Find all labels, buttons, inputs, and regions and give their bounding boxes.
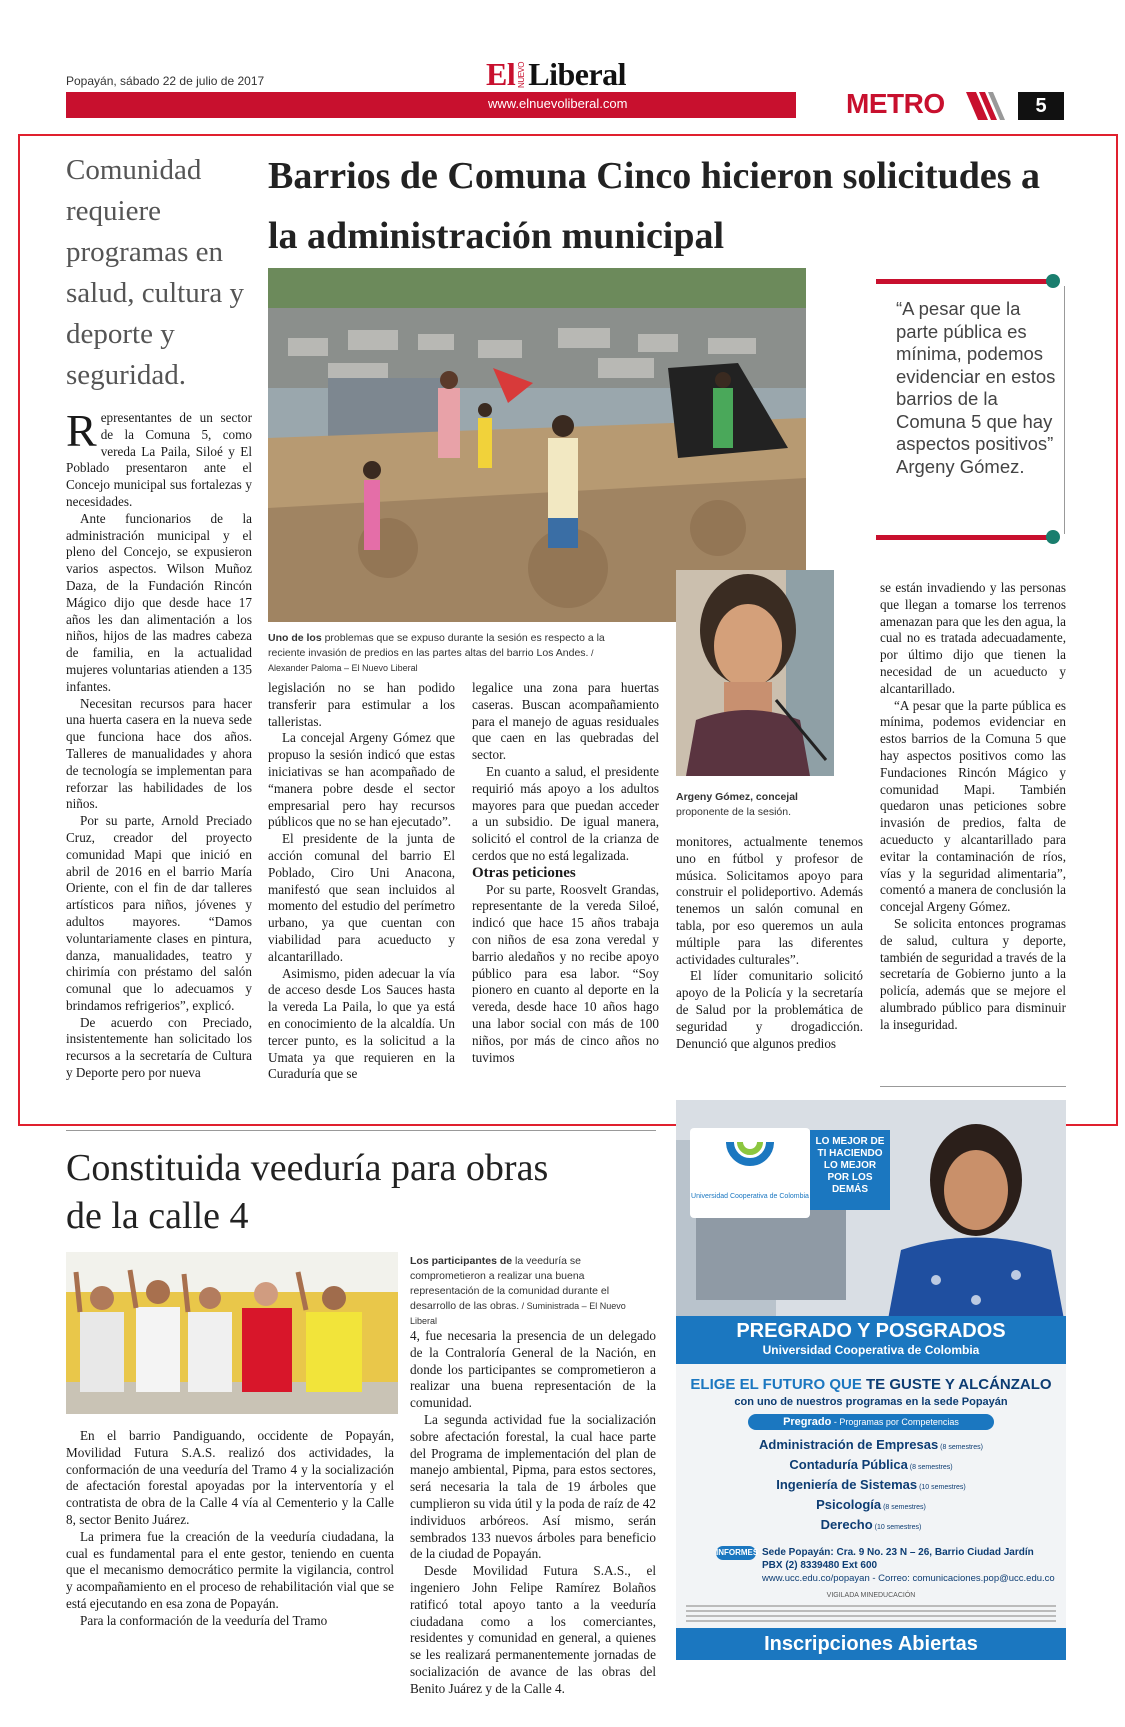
ad-pregrado: Pregrado <box>783 1416 832 1428</box>
decorative-stripes <box>966 92 1006 120</box>
paragraph: La concejal Argeny Gómez que propuso la sesión indicó que estas iniciativas se han acompañado de “manera pobre desde el sector empresarial pero hay recursos públicos que no se han ejecutado”. <box>268 730 455 830</box>
ad-program-duration: (8 semestres) <box>907 1464 953 1471</box>
ad-program-item <box>716 1516 1026 1536</box>
issue-date: Popayán, sábado 22 de julio de 2017 <box>66 74 265 88</box>
ad-slogan-b: TE GUSTE Y ALCÁNZALO <box>866 1376 1052 1393</box>
ad-program-name: Derecho <box>820 1517 873 1532</box>
newspaper-logo[interactable] <box>486 56 626 93</box>
paragraph: La segunda actividad fue la socialización sobre afectación forestal, la cual hace parte del Programa de implementación del plan de manejo ambiental, Pipma, para estos sectores, será necesaria la tala de 19 árboles que cumplieron su vida útil y la poda de raíz de 42 individuos arbóreos. Así mismo, serán sembrados 133 nuevos árboles para beneficio de la ciudad de Popayán. <box>410 1411 656 1562</box>
photo2-caption-text: la veeduría se comprometieron a realizar una buena representación de la comunidad durante el desarrollo de las obras. <box>410 1255 610 1312</box>
paragraph: legalice una zona para huertas caseras. Buscan acompañamiento para el manejo de aguas residuales que caen en las quebradas del sector. <box>472 680 659 763</box>
portrait-photo <box>676 570 834 776</box>
article2-column-2 <box>410 1328 656 1698</box>
logo-liberal: Liberal <box>528 56 627 92</box>
paragraph: En cuanto a salud, el presidente requirió más apoyo a los adultos mayores para que puedan acceder a un subsidio. De igual manera, solicitó el control de la crianza de cerdos que no está legalizada. <box>472 763 659 863</box>
paragraph: La primera fue la creación de la veeduría ciudadana, la cual es fundamental para el ente gestor, teniendo en cuenta que el mecanismo democrático permite la vigilancia, control y acompañamiento en el proceso de rehabilitación vial que se está ejecutando en esa zona de Popayán. <box>66 1528 394 1611</box>
paragraph: Necesitan recursos para hacer una huerta casera en la nueva sede que funciona hace dos años. Talleres de manualidades y ahora de tecnología se implementan para reforzar las habilidades de los niños. <box>66 695 252 812</box>
ad-program-duration: (8 semestres) <box>938 1444 983 1451</box>
paragraph: monitores, actualmente tenemos uno en fútbol y profesor de música. Solicitamos apoyo para construir el polideportivo. Además tenemos un salón comunal en tabla, por eso queremos un aula múltiple para las diferentes actividades culturales”. <box>676 834 863 967</box>
paragraph: El presidente de la junta de acción comunal del barrio El Poblado, Ciro Uni Anacona, manifestó que sean incluidos al momento del estudio del perímetro urbano, ya que cuentan con viabilidad para acueducto y alcantarillado. <box>268 831 455 964</box>
veeduria-photo <box>66 1252 398 1414</box>
portrait-caption-text: proponente de la sesión. <box>676 806 792 818</box>
photo-caption-text: problemas que se expuso durante la sesión es respecto a la reciente invasión de predios en las partes altas del barrio Los Andes. <box>268 632 605 659</box>
paragraph-text: epresentantes de un sector de la Comuna 5, como vereda La Paila, Siloé y El Poblado presentaron ante el Concejo municipal sus fortalezas y necesidades. <box>66 410 252 509</box>
portrait-caption-lead: Argeny Gómez, concejal <box>676 791 798 803</box>
pull-quote-bottom-rule <box>876 535 1056 540</box>
paragraph: El líder comunitario solicitó apoyo de la Policía y la secretaría de Salud por la problemática de seguridad y drogadicción. Denunció que algunos predios <box>676 968 863 1051</box>
paragraph: legislación no se han podido transferir para estimular a los talleristas. <box>268 680 455 729</box>
neighborhood-photo <box>268 268 806 622</box>
ad-logo-text: Universidad Cooperativa de Colombia <box>691 1193 809 1200</box>
section-name: METRO <box>846 88 945 119</box>
subheading: Otras peticiones <box>472 864 576 881</box>
pull-quote-side-rule <box>1064 286 1065 534</box>
article-column-2 <box>268 680 455 1083</box>
ad-web[interactable]: www.ucc.edu.co/popayan - Correo: comunicaciones.pop@ucc.edu.co <box>762 1573 1055 1584</box>
photo2-credit: / Suministrada – El Nuevo Liberal <box>410 1301 626 1326</box>
ad-phone: PBX (2) 8339480 Ext 600 <box>762 1560 878 1571</box>
photo2-caption-lead: Los participantes de <box>410 1255 513 1267</box>
section-divider <box>66 1130 656 1131</box>
pull-quote-bottom-dot <box>1046 530 1060 544</box>
ad-program-duration: (8 semestres) <box>881 1504 926 1511</box>
ad-fine-print <box>686 1602 1056 1622</box>
ad-badge: LO MEJOR DE TI HACIENDO LO MEJOR POR LOS DEMÁS <box>810 1130 890 1210</box>
ad-program-item <box>716 1496 1026 1516</box>
article-kicker: Comunidad requiere programas en salud, cultura y deporte y seguridad. <box>66 154 244 391</box>
ad-pregrado-sub: - Programas por Competencias <box>831 1417 959 1427</box>
ad-program-duration: (10 semestres) <box>917 1484 966 1491</box>
ad-slogan-sub: con uno de nuestros programas en la sede Popayán <box>734 1396 1008 1408</box>
article-column-3 <box>472 680 659 1066</box>
website-url[interactable]: www.elnuevoliberal.com <box>488 96 628 111</box>
paragraph <box>66 405 252 511</box>
paragraph: Se solicita entonces programas de salud, cultura y deporte, también de seguridad a través de la secretaría de Gobierno junto a la policía, además que se mejore el alumbrado público para disminuir la inseguridad. <box>880 915 1066 1032</box>
drop-cap: R <box>66 405 97 456</box>
header-red-bar <box>66 92 796 118</box>
ad-program-duration: (10 semestres) <box>872 1524 922 1531</box>
paragraph: Para la conformación de la veeduría del Tramo <box>80 1612 328 1628</box>
ad-program-item <box>716 1436 1026 1456</box>
paragraph: “A pesar que la parte pública es mínima, podemos evidenciar en estos barrios de la Comuna 5 que hay aspectos positivos como las Fundaciones Rincón Mágico y comunidad Mapi. También quedaron unas peticiones sobre invasión de predios, falta de acueducto y alcantarillado para evitar la contaminación de ríos, vías y la seguridad alimentaria”, comentó a manera de conclusión la concejal Argeny Gómez. <box>880 697 1066 915</box>
ad-program-name: Psicología <box>816 1497 882 1512</box>
ad-program-name: Administración de Empresas <box>759 1437 939 1452</box>
article2-headline[interactable]: Constituida veeduría para obras de la calle 4 <box>66 1147 549 1237</box>
paragraph: Ante funcionarios de la administración municipal y el pleno del Concejo, se expusieron varios aspectos. Wilson Muñoz Daza, de la Fundación Rincón Mágico dijo que desde hace 17 años les dan alimentación a los niños, hijos de las madres cabeza de familia, en la actualidad mujeres voluntarias atienden a 135 infantes. <box>66 510 252 694</box>
pull-quote-top-rule <box>876 279 1056 284</box>
paragraph: Desde Movilidad Futura S.A.S., el ingeniero John Felipe Ramírez Bolaños ratificó total apoyo tanto a la veeduría ciudadana como a los comerciantes, residentes y comunidad en general, a quienes se les realizará permanentemente jornadas de socialización de avance de las obras del Benito Juárez y de la Calle 4. <box>410 1563 656 1696</box>
paragraph: Por su parte, Arnold Preciado Cruz, creador del proyecto comunidad Mapi que inició en abril de 2016 en el barrio María Oriente, con el fin de dar talleres artísticos para niños, jóvenes y adultos mayores. “Damos voluntariamente clases en pintura, danza, manualidades, teatro y chirimía con préstamo del salón comunal que lo adecuamos y brindamos refrigerios”, explicó. <box>66 813 252 1013</box>
portrait-caption <box>676 790 846 820</box>
ad-contact <box>762 1546 1062 1585</box>
photo-caption-lead: Uno de los <box>268 632 322 644</box>
ad-title: PREGRADO Y POSGRADOS <box>736 1320 1006 1342</box>
ad-pregrado-bar <box>748 1414 994 1430</box>
ad-subtitle: Universidad Cooperativa de Colombia <box>762 1343 980 1357</box>
university-advertisement[interactable] <box>676 1100 1066 1660</box>
article-column-5 <box>880 580 1066 1034</box>
paragraph: Por su parte, Roosvelt Grandas, representante de la vereda Siloé, indicó que hace 15 años trabaja con niños de esa zona veredal y barrio aledaños y no recibe apoyo público para esa labor. “Soy pionero en cuanto al deporte en la vereda, desde hace 10 años hago una labor social con más de 100 niños, por más de cinco años no tuvimos <box>472 881 659 1065</box>
pull-quote-top-dot <box>1046 274 1060 288</box>
ad-program-item <box>716 1476 1026 1496</box>
photo-credit: / Alexander Paloma – El Nuevo Liberal <box>268 648 594 673</box>
article2-column-1 <box>66 1428 394 1630</box>
paragraph: 4, fue necesaria la presencia de un delegado de la Contraloría General de la Nación, en donde los participantes se comprometieron a realizar una buena representación de la comunidad. <box>410 1328 656 1411</box>
ad-program-name: Contaduría Pública <box>789 1457 908 1472</box>
paragraph: En el barrio Pandiguando, occidente de Popayán, Movilidad Futura S.A.S. realizó dos actividades, la conformación de una veeduría del Tramo 4 y la socialización de afectación forestal apoyadas por la interventoría y el contratista de obra de la Calle 4 vía al Cementerio y la Calle 8, sector Benito Juárez. <box>66 1428 394 1527</box>
column-divider <box>880 1086 1066 1087</box>
ad-logo-box <box>690 1128 810 1218</box>
ad-informes-tag: INFORMES <box>716 1546 756 1560</box>
article-column-1 <box>66 405 252 1082</box>
ad-address: Sede Popayán: Cra. 9 No. 23 N – 26, Barrio Ciudad Jardín <box>762 1547 1034 1558</box>
page-number: 5 <box>1018 92 1064 120</box>
ad-program-list <box>716 1436 1026 1536</box>
photo2-caption <box>410 1254 655 1329</box>
ad-program-item <box>716 1456 1026 1476</box>
ad-slogan-a: ELIGE EL FUTURO QUE <box>690 1376 866 1393</box>
paragraph: se están invadiendo y las personas que llegan a tomarse los terrenos amenazan para que les den agua, la cual no es tratada adecuadamente, por último dijo que tienen la necesidad de un acueducto y alcantarillado. <box>880 580 1066 696</box>
paragraph: Asimismo, piden adecuar la vía de acceso desde Los Sauces hasta la vereda La Paila, lo que ya está en conocimiento de la alcaldía. Un tercer punto, es la solicitud a la Umata ya que requieren en la Curaduría que se <box>268 965 455 1082</box>
ad-title-band <box>676 1316 1066 1364</box>
photo-caption <box>268 631 608 676</box>
ucc-logo-icon <box>690 1128 810 1188</box>
pull-quote: “A pesar que la parte pública es mínima, podemos evidenciar en estos barrios de la Comuna 5 que hay aspectos positivos” Argeny Gómez. <box>896 298 1056 477</box>
ad-slogan <box>676 1376 1066 1393</box>
ad-vigilada: VIGILADA MINEDUCACIÓN <box>826 1592 916 1599</box>
article-column-4 <box>676 834 863 1052</box>
paragraph: De acuerdo con Preciado, insistentemente han solicitado los recursos a la secretaría de Cultura y Deporte pero por nueva <box>66 1014 252 1081</box>
article-headline[interactable]: Barrios de Comuna Cinco hicieron solicitudes a la administración municipal <box>268 155 1040 257</box>
ad-cta[interactable]: Inscripciones Abiertas <box>676 1628 1066 1660</box>
ad-program-name: Ingeniería de Sistemas <box>776 1477 918 1492</box>
logo-nuevo: NUEVO <box>517 62 527 88</box>
logo-el: El <box>486 56 516 92</box>
